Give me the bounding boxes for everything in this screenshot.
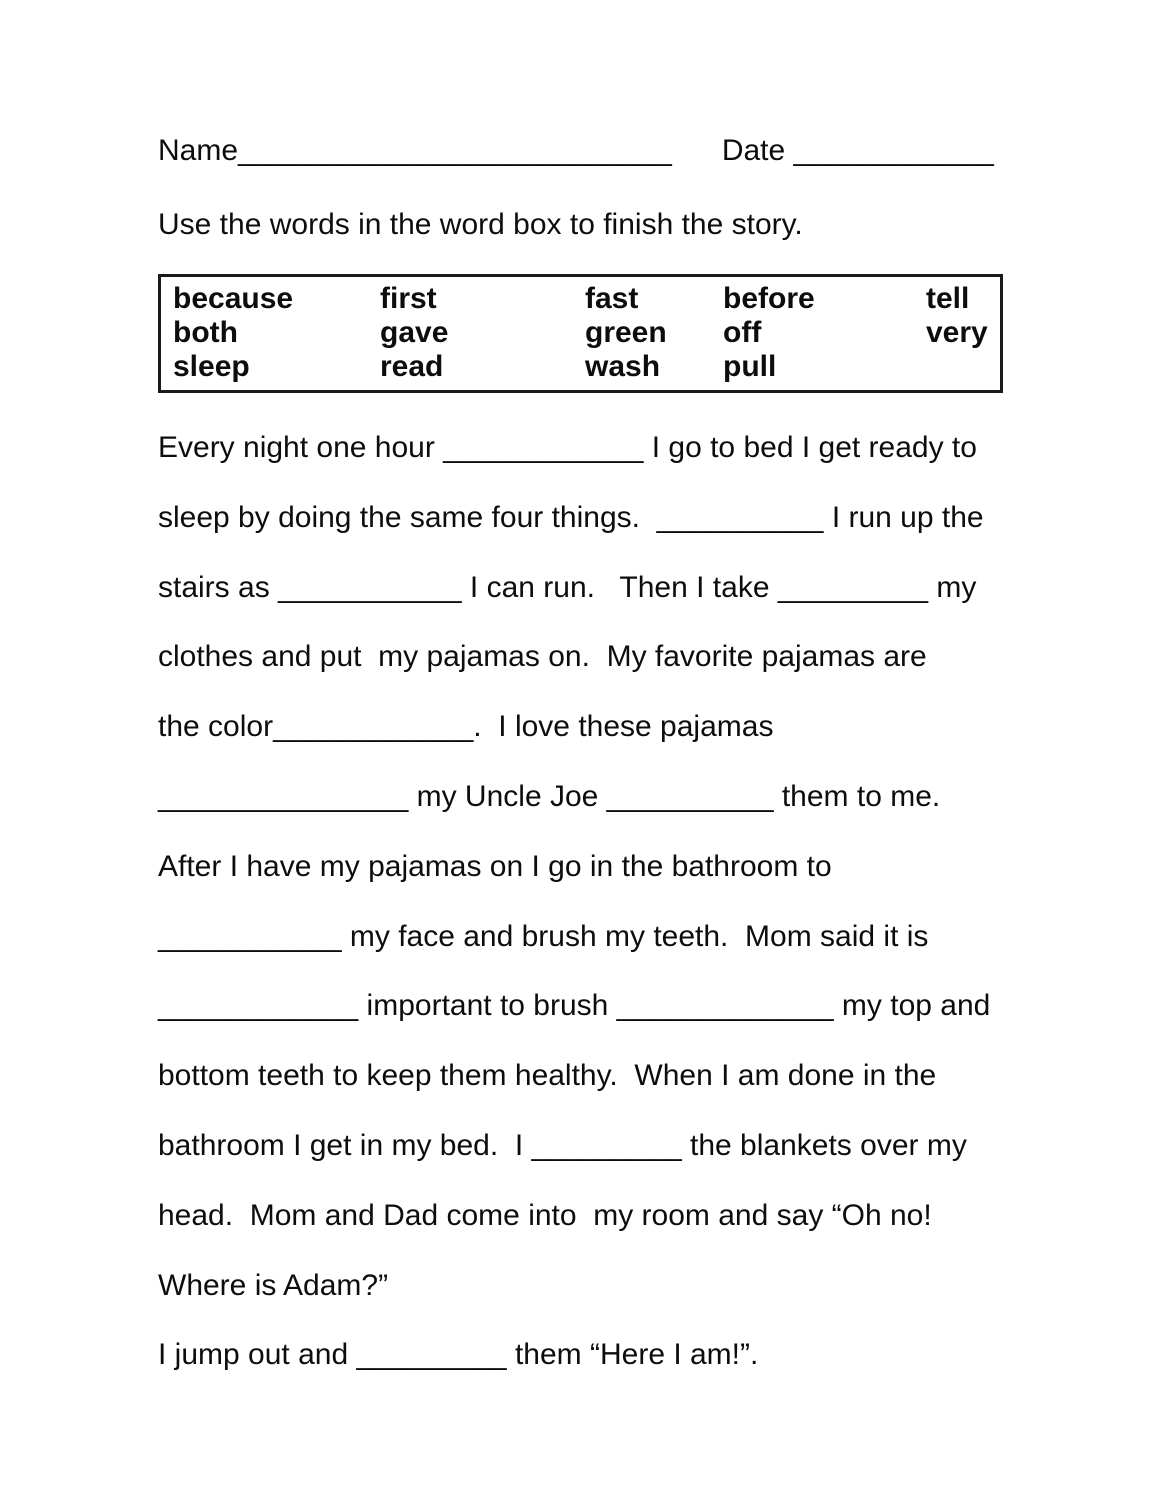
story-line: bathroom I get in my bed. I _________ the blankets over my <box>158 1128 967 1162</box>
word-box-word: wash <box>585 350 661 383</box>
word-box <box>158 274 1003 393</box>
word-box-word: gave <box>380 316 449 349</box>
story-line: bottom teeth to keep them healthy. When I am done in the <box>158 1059 937 1093</box>
word-box-word: fast <box>585 282 639 315</box>
name-date-row <box>158 134 1099 168</box>
instructions-text: Use the words in the word box to finish the story. <box>158 208 803 241</box>
word-box-word: very <box>926 316 988 349</box>
word-box-word: read <box>380 350 444 383</box>
story-line: I jump out and _________ them “Here I am!”. <box>158 1338 759 1372</box>
word-box-word: green <box>585 316 667 349</box>
word-box-word: off <box>723 316 762 349</box>
date-field: Date ____________ <box>721 134 994 167</box>
word-box-word: both <box>173 316 238 349</box>
name-field: Name__________________________ <box>158 134 672 167</box>
word-box-word: tell <box>926 282 970 315</box>
word-box-word: sleep <box>173 350 250 383</box>
story-line: head. Mom and Dad come into my room and say “Oh no! <box>158 1198 932 1232</box>
word-box-word: before <box>723 282 815 315</box>
story-line: clothes and put my pajamas on. My favorite pajamas are <box>158 640 927 674</box>
word-box-word: pull <box>723 350 777 383</box>
word-box-word <box>926 350 1000 384</box>
story-line: _______________ my Uncle Joe __________ them to me. <box>158 779 941 813</box>
word-box-word: first <box>380 282 437 315</box>
story-line: ___________ my face and brush my teeth. Mom said it is <box>158 919 929 953</box>
story-line: Where is Adam?” <box>158 1268 389 1302</box>
story-line: Every night one hour ____________ I go to bed I get ready to <box>158 431 977 464</box>
word-box-word: because <box>173 282 294 315</box>
story-line: ____________ important to brush _____________ my top and <box>158 989 991 1023</box>
story-line: the color____________. I love these pajamas <box>158 710 774 744</box>
story-line: After I have my pajamas on I go in the bathroom to <box>158 849 832 883</box>
story-line: sleep by doing the same four things. __________ I run up the <box>158 500 984 534</box>
story <box>158 413 1099 1390</box>
story-line: stairs as ___________ I can run. Then I take _________ my <box>158 570 977 604</box>
